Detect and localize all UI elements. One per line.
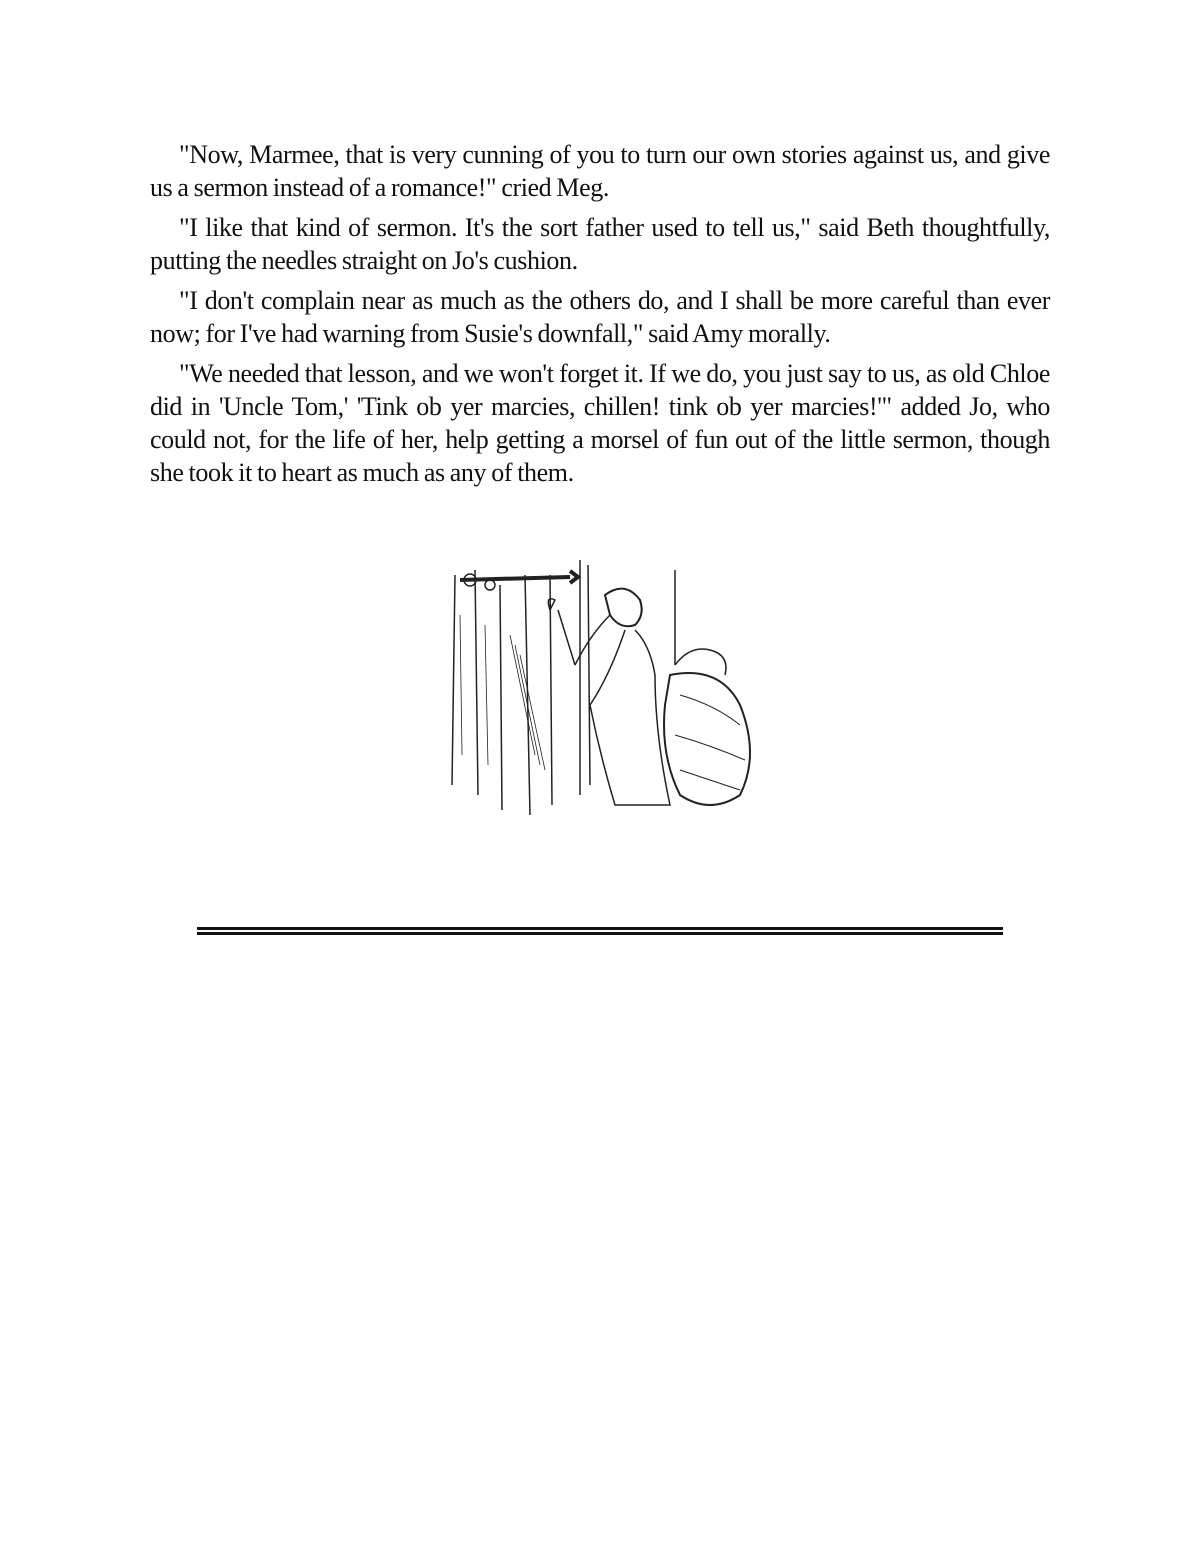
paragraph: "I don't complain near as much as the others do, and I shall be more careful than ever now; for I've had warning from Susie's downfall," said Amy morally. <box>150 286 1050 348</box>
paragraph: "Now, Marmee, that is very cunning of you to turn our own stories against us, and give us a sermon instead of a romance!" cried Meg. <box>150 140 1050 202</box>
double-rule-bottom <box>197 932 1003 935</box>
paragraph: "I like that kind of sermon. It's the sort father used to tell us," said Beth thoughtfully, putting the needles straight on Jo's cushion. <box>150 213 1050 275</box>
page-body-text <box>150 138 1050 496</box>
illustration-girl-knocking-door <box>440 555 770 835</box>
double-rule-top <box>197 927 1003 930</box>
paragraph: "We needed that lesson, and we won't forget it. If we do, you just say to us, as old Chloe did in 'Uncle Tom,' 'Tink ob yer marcies, chillen! tink ob yer marcies!'" added Jo, who could not, for the life of her, help getting a morsel of fun out of the little sermon, though she took it to heart as much as any of them. <box>150 359 1050 487</box>
